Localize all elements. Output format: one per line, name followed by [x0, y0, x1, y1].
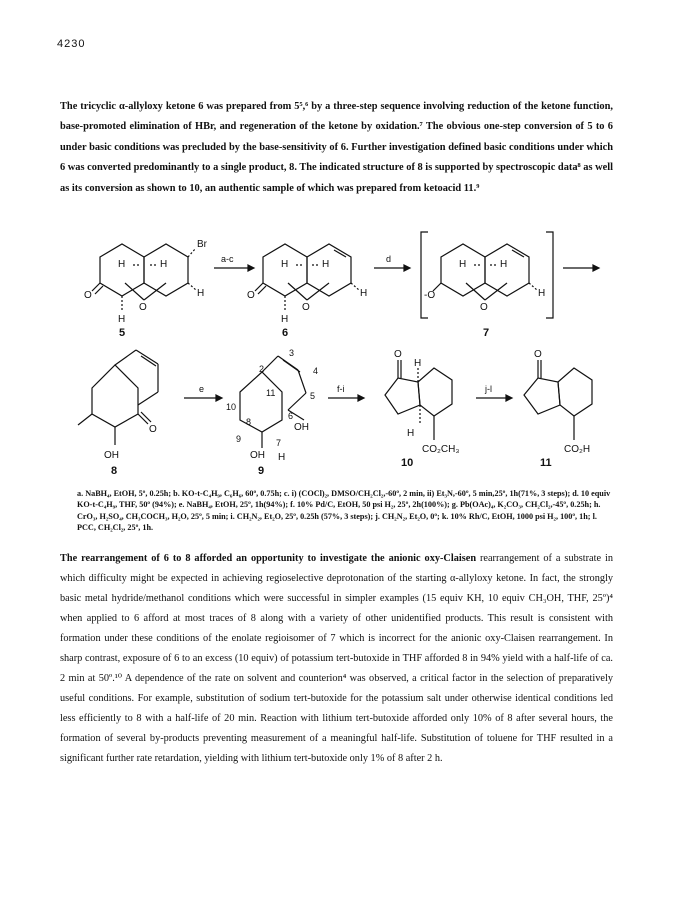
h-label: H	[281, 259, 289, 270]
compound-label-8: 8	[111, 465, 118, 477]
h-label: H	[118, 314, 126, 325]
compound-label-11: 11	[540, 457, 552, 469]
arrow-label-e: e	[199, 384, 205, 394]
h-label: H	[407, 428, 415, 439]
o-label: O	[84, 290, 92, 301]
ring-number: 10	[226, 402, 237, 412]
h-label: H	[538, 288, 546, 299]
scheme-footnote: a. NaBH₄, EtOH, 5º, 0.25h; b. KO-t-C₄H₉, C₆H₆, 60º, 0.75h; c. i) (COCl)₂, DMSO/CH₂Cl₂,-60º, 2 min, ii) Et₃N,-60º, 5 min,25º, 1h(71%, 3 steps); d. 10 equiv KO-t-C₄H₉, THF, 50º (94%); e. NaBH₄, EtOH, 25º, 1h(94%); f. 10% Pd/C, EtOH, 50 psi H₂, 25º, 2h(100%); g. Pb(OAc)₄, K₂CO₃, CH₂Cl₂,-45º, 0.25h; h. CrO₃, H₂SO₄, CH₃COCH₃, H₂O, 25º, 5 min; i. CH₂N₂, Et₂O, 25º, 0.25h (57%, 3 steps); j. CH₂N₂, Et₂O, 0º; k. 10% Rh/C, EtOH, 1000 psi H₂, 100º, 1h; l. PCC, CH₂Cl₂, 25º, 1h.	[77, 489, 611, 532]
structure-10	[385, 360, 452, 440]
ring-number: 7	[276, 438, 282, 448]
h-label: H	[360, 288, 368, 299]
o-label: O	[394, 349, 402, 360]
ring-number: 6	[288, 411, 294, 421]
oh-label: OH	[250, 450, 265, 461]
h-label: H	[281, 314, 289, 325]
ring-number: 11	[266, 388, 276, 398]
h-label: H	[278, 452, 286, 463]
paragraph-intro: The tricyclic α-allyloxy ketone 6 was prepared from 5⁵,⁶ by a three-step sequence involving reduction of the ketone function, base-promoted elimination of HBr, and regeneration of the ketone by oxidation.⁷ The obvious one-step conversion of 5 to 6 under basic conditions was precluded by the base-sensitivity of 6. Further investigation defined basic conditions under which 6 was converted predominantly to a single product, 8. The indicated structure of 8 is supported by spectroscopic data⁸ as well as its conversion as shown to 10, an authentic sample of which was prepared from ketoacid 11.⁹	[60, 101, 613, 194]
o-label: O	[480, 302, 488, 313]
h-label: H	[459, 259, 467, 270]
structure-11	[524, 360, 592, 440]
o-label: O	[149, 424, 157, 435]
o-label: O	[247, 290, 255, 301]
o-label: O	[139, 302, 147, 313]
arrow-label-d: d	[386, 254, 392, 264]
acid-label: CO₂H	[564, 444, 591, 455]
paragraph-rearrangement	[60, 549, 613, 769]
compound-label-9: 9	[258, 465, 265, 477]
paragraph-lead-sentence: The rearrangement of 6 to 8 afforded an opportunity to investigate the anionic oxy-Claisen	[60, 553, 477, 564]
h-label: H	[160, 259, 168, 270]
ring-number: 9	[236, 434, 242, 444]
br-label: Br	[197, 239, 207, 250]
page-number: 4230	[57, 38, 86, 50]
h-label: H	[197, 288, 205, 299]
h-label: H	[500, 259, 508, 270]
compound-label-7: 7	[483, 327, 490, 339]
structure-8	[78, 350, 158, 445]
ring-number: 4	[313, 366, 319, 376]
h-label: H	[322, 259, 330, 270]
h-label: H	[414, 358, 422, 369]
arrow-label-a-c: a-c	[221, 254, 234, 264]
oh-label: OH	[294, 422, 309, 433]
arrow-label-j-l: j-l	[485, 384, 492, 394]
compound-label-6: 6	[282, 327, 289, 339]
paragraph-body: rearrangement of a substrate in which difficulty might be expected in achieving regioselective deprotonation of the starting α-allyloxy ketone. In fact, the strongly basic metal hydride/methanol conditions which were successful in simpler examples (15 equiv KH, 10 equiv CH₃OH, THF, 25º)⁴ when applied to 6 afford at most traces of 8 along with a variety of other unidentified products. This result is consistent with formation under these conditions of the enolate regioisomer of 7 which is incorrect for the anionic oxy-Claisen rearrangement. In sharp contrast, exposure of 6 to an excess (10 equiv) of potassium tert-butoxide in THF afforded 8 in 94% yield with a half-life of ca. 2 min at 50º.¹⁰ A dependence of the rate on solvent and counterion⁴ was observed, a critical factor in the selection of preparatively useful conditions. For example, substitution of sodium tert-butoxide for the potassium salt under otherwise identical conditions led less efficiently to 8 with a half-life of 20 min. Reaction with lithium tert-butoxide afforded only 10% of 8 after several hours, the formation of several by-products preventing measurement of a meaningful half-life. Substitution of toluene for THF resulted in a significant further rate retardation, yielding with lithium tert-butoxide only 1% of 8 after 2 h.	[60, 553, 613, 764]
ring-number: 2	[259, 364, 265, 374]
compound-label-10: 10	[401, 457, 414, 469]
ring-number: 3	[289, 348, 295, 358]
ester-label: CO₂CH₃	[422, 444, 460, 455]
o-label: O	[534, 349, 542, 360]
structure-9	[240, 356, 306, 448]
oh-label: OH	[104, 450, 119, 461]
arrow-label-f-i: f-i	[337, 384, 345, 394]
o-label: O	[302, 302, 310, 313]
o-minus-label: -O	[424, 290, 436, 301]
ring-number: 5	[310, 391, 316, 401]
compound-label-5: 5	[119, 327, 126, 339]
ring-number: 8	[246, 417, 252, 427]
h-label: H	[118, 259, 126, 270]
